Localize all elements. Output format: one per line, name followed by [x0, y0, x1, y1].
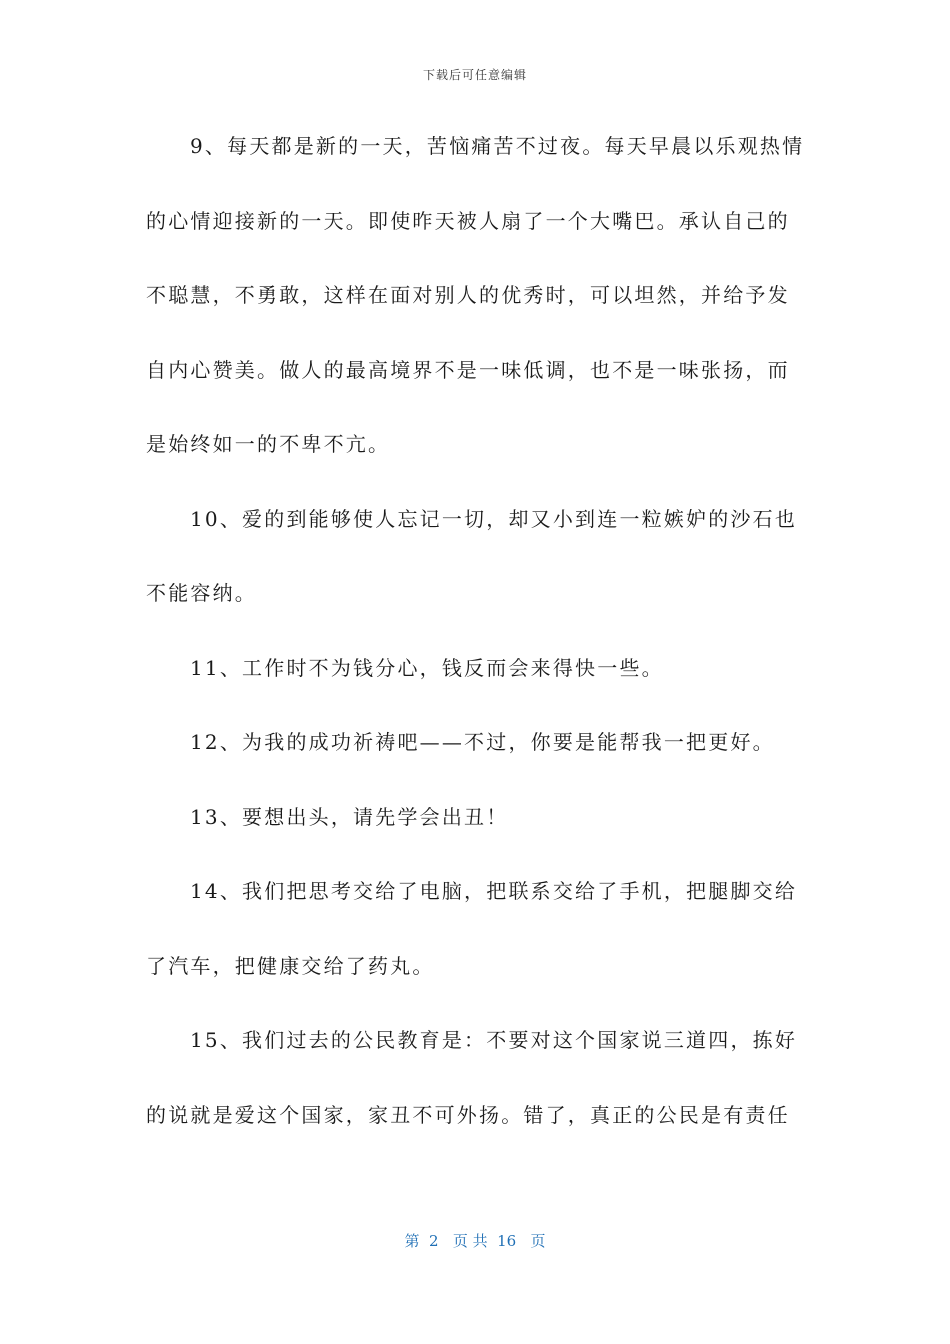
text-line: 不聪慧，不勇敢，这样在面对别人的优秀时，可以坦然，并给予发	[146, 283, 790, 307]
text-line: 15、我们过去的公民教育是：不要对这个国家说三道四，拣好	[190, 1028, 798, 1052]
text-line: 14、我们把思考交给了电脑，把联系交给了手机，把腿脚交给	[190, 879, 798, 903]
document-body	[146, 128, 806, 1171]
text-line: 12、为我的成功祈祷吧——不过，你要是能帮我一把更好。	[190, 730, 775, 754]
text-line: 了汽车，把健康交给了药丸。	[146, 953, 435, 978]
text-line: 自内心赞美。做人的最高境界不是一味低调，也不是一味张扬，而	[146, 357, 790, 382]
text-line: 不能容纳。	[146, 581, 257, 605]
text-line: 10、爱的到能够使人忘记一切，却又小到连一粒嫉妒的沙石也	[190, 506, 798, 531]
text-line: 11、工作时不为钱分心，钱反而会来得快一些。	[190, 655, 664, 680]
text-line: 的心情迎接新的一天。即使昨天被人扇了一个大嘴巴。承认自己的	[146, 208, 790, 233]
text-line: 是始终如一的不卑不亢。	[146, 432, 391, 456]
text-line: 的说就是爱这个国家，家丑不可外扬。错了，真正的公民是有责任	[146, 1102, 790, 1127]
page-header: 下载后可任意编辑	[422, 68, 527, 82]
page-number-footer: 第 2 页 共 16 页	[404, 1232, 546, 1250]
text-line: 13、要想出头，请先学会出丑！	[190, 804, 509, 829]
text-line: 9、每天都是新的一天，苦恼痛苦不过夜。每天早晨以乐观热情	[190, 134, 805, 158]
